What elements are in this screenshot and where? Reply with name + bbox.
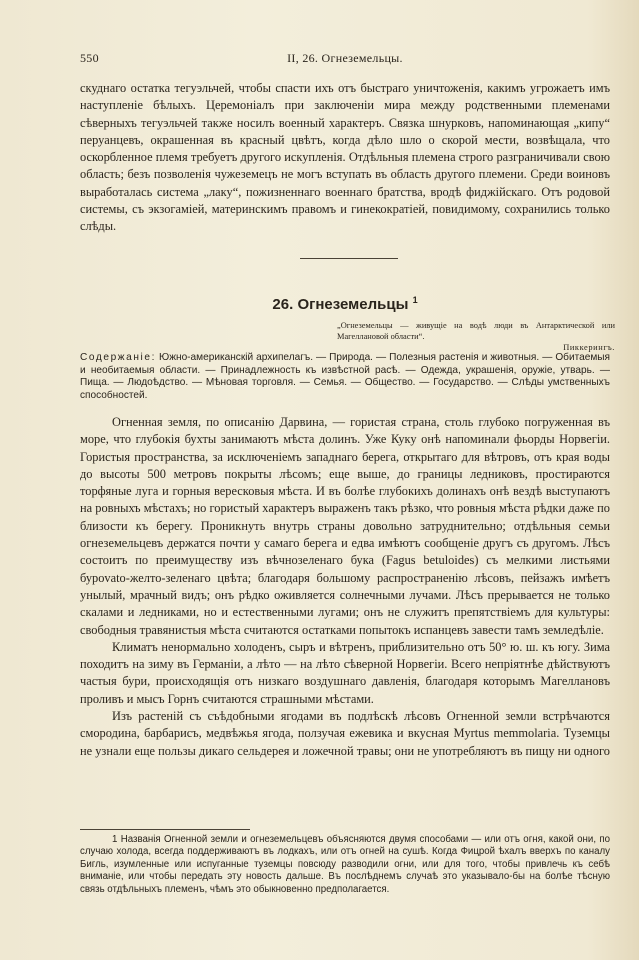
- running-title: II, 26. Огнеземельцы.: [287, 51, 403, 65]
- section-separator: [300, 258, 398, 259]
- page-number: 550: [80, 51, 99, 65]
- epigraph-author: Пиккерингъ.: [563, 343, 615, 352]
- footnote-text: Названія Огненной земли и огнеземельцевъ объясняются двумя способами — или отъ огня, какой они, по случаю холода, всегда поддерживаютъ въ лодкахъ, или отъ огней на сушѣ. Когда Фицрой ѣхалъ вверхъ по каналу Бигль, изумленные или испуганные туземцы повсюду разводили огни, или для того, чтобы привлечь къ себѣ вниманіе, или чтобы передать эту новость дальше. Въ послѣднемъ случаѣ это указывало-бы на болѣе тѣсную связь отдѣльныхъ племенъ, чѣмъ это обыкновенно предполагается.: [80, 834, 610, 895]
- epigraph-quote: „Огнеземельцы — живущіе на водѣ люди въ Антарктической или Магеллановой области“.: [337, 321, 615, 341]
- section-title-text: 26. Огнеземельцы: [272, 296, 409, 313]
- paragraph-plants: Изъ растеній съ съѣдобными ягодами въ подлѣскѣ лѣсовъ Огненной земли встрѣчаются смородина, барбарисъ, медвѣжья ягода, ползучая ежевика и вкусная Myrtus memmolaria. Туземцы не узнали еще пользы дикаго сельдерея и ложечной травы; они не употребляютъ въ пищу ни одного: [80, 709, 610, 758]
- paragraph-landscape: Огненная земля, по описанію Дарвина, — гористая страна, столь глубоко погруженная въ море, что глубокія бухты занимаютъ мѣста долинъ. Уже Куку онѣ напоминали фьорды Норвегіи. Гористыя пространства, за исключеніемъ западнаго берега, открытаго для вѣтровъ, отъ края воды до высоты 500 метровъ покрыты лѣсомъ; еще выше, до границы ледниковъ, простираются торфяные луга и горныя вересковыя мѣста. И въ болѣе глубокихъ долинахъ онѣ вездѣ выступаютъ на ровныхъ мѣстахъ; но гористый характеръ выраженъ такъ рѣзко, что ровныя мѣста рѣдки даже по близости къ берегу. Проникнуть внутрь страны довольно затруднительно; отдѣльныя семьи огнеземельцевъ держатся почти у самаго берега и едва имѣютъ сообщеніе другъ съ другомъ. Лѣсъ состоитъ по преимуществу изъ вѣчнозеленаго бука (Fagus betuloides) съ мелкими листьями бурovato-желто-зеленаго цвѣта; благодаря большому распространенію лѣсовъ, пейзажъ имѣетъ унылый, мрачный видъ; онъ рѣдко оживляется солнечными лучами. Лѣсъ прерывается не только скалами и ледниками, но и естественными лугами; онъ не служитъ препятствіемъ для культуры: свободныя травянистыя мѣста считаются остатками попытокъ испанцевъ завести тамъ земледѣліе.: [80, 415, 610, 637]
- paragraph-climate: Климатъ ненормально холоденъ, сыръ и вѣтренъ, приблизительно отъ 50° ю. ш. къ югу. Зима походитъ на зиму въ Германіи, а лѣто — на лѣто сѣверной Норвегіи. Всего непріятнѣе дѣйствуютъ частыя бури, происходящія отъ низкаго воздушнаго давленія, благодаря которымъ Магеллановъ проливъ и мысъ Горнъ считаются страшными мѣстами.: [80, 639, 610, 706]
- section-contents: [80, 352, 610, 402]
- footnote-rule: [80, 829, 250, 830]
- epigraph: [337, 320, 615, 353]
- continued-paragraph: [80, 80, 610, 236]
- footnote: [80, 834, 610, 896]
- contents-text: Южно-американскій архипелагъ. — Природа. — Полезныя растенія и животныя. — Обитаемыя и необитаемыя области. — Принадлежность къ извѣстной расѣ. — Одежда, украшенія, оружіе, утварь. — Пища. — Людоѣдство. — Мѣновая торговля. — Семья. — Общество. — Государство. — Слѣды умственныхъ способностей.: [80, 352, 610, 401]
- contents-label: Содержаніе:: [80, 352, 156, 363]
- main-text: [80, 414, 610, 760]
- section-title: [80, 295, 610, 313]
- top-paragraph-text: скуднаго остатка тегуэльчей, чтобы спасти ихъ отъ быстраго уничтоженія, какимъ угрожаетъ имъ наступленіе бѣлыхъ. Церемоніалъ при заключеніи мира между родственными племенами сѣверныхъ тегуэльчей также носилъ военный характеръ. Связка шнурковъ, напоминающая „кипу“ перуанцевъ, окрашенная въ красный цвѣтъ, когда дѣло шло о скорой мести, возвѣщала, что оскорбленное племя требуетъ другого искупленія. Отдѣльныя племена строго разграничивали свою область; безъ позволенія чужеземецъ не могъ вступать въ область другого племени. Среди воиновъ выработалась система „лаку“, пожизненнаго военнаго братства, вродѣ фиджійскаго. Отъ родовой системы, съ экзогаміей, материнскимъ правомъ и гинекократіей, повидимому, сохранились только слѣды.: [80, 81, 610, 234]
- title-footnote-mark: 1: [412, 295, 418, 305]
- footnote-mark: 1: [112, 834, 118, 845]
